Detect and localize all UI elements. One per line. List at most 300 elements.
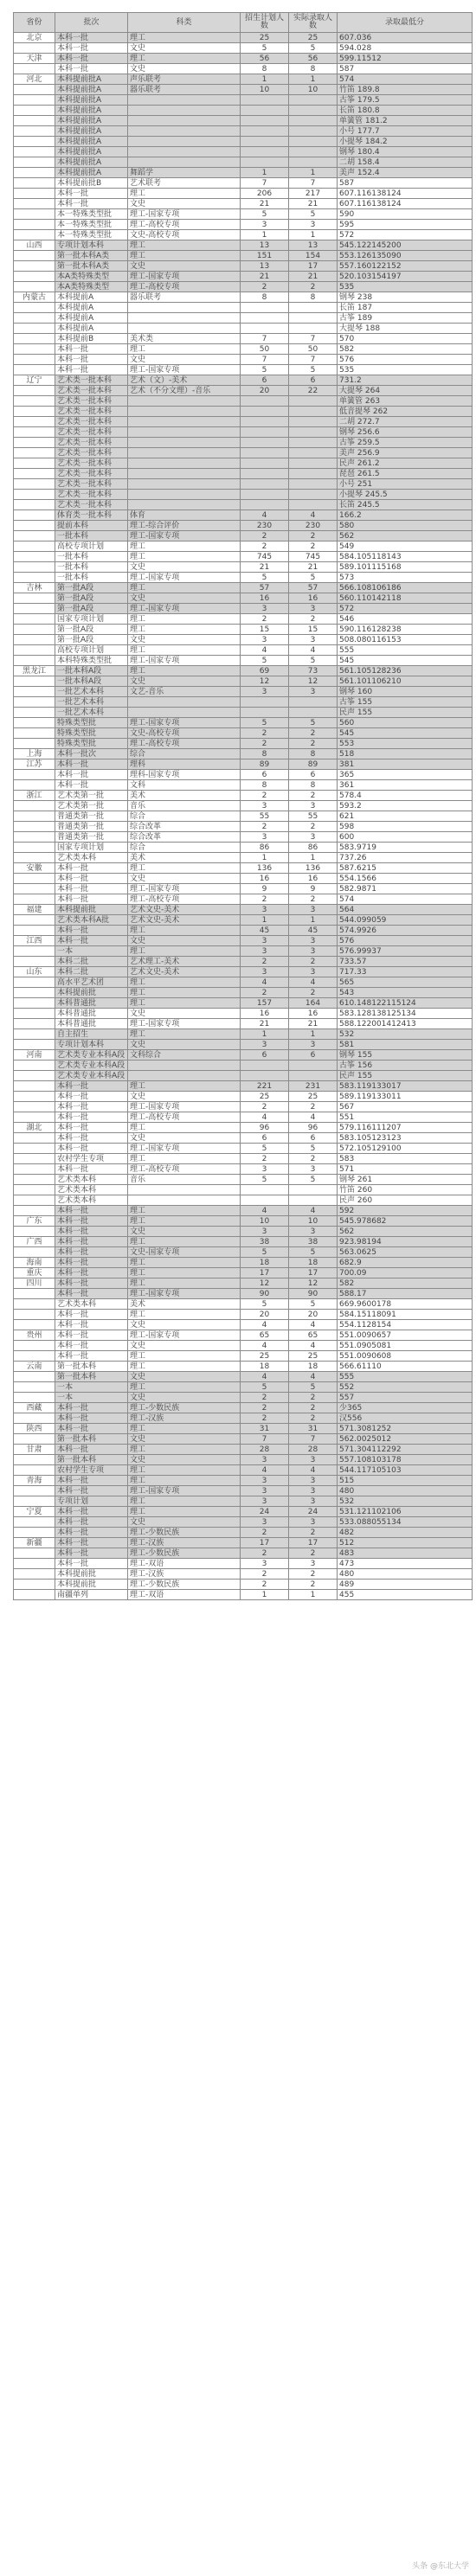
province-cell: 河北 <box>14 74 55 85</box>
category-cell: 理工 <box>128 666 241 676</box>
table-row <box>14 1009 473 1019</box>
table-row <box>14 583 473 593</box>
min-score-cell: 小提琴 245.5 <box>338 490 473 500</box>
table-row <box>14 168 473 178</box>
plan-cell: 1 <box>241 168 289 178</box>
admitted-cell: 55 <box>289 811 338 822</box>
admitted-cell <box>289 500 338 510</box>
table-row <box>14 43 473 54</box>
plan-cell: 4 <box>241 1320 289 1330</box>
admitted-cell <box>289 469 338 479</box>
batch-cell: 本科特殊类型批 <box>55 656 128 666</box>
admitted-cell <box>289 147 338 157</box>
min-score-cell: 923.98194 <box>338 1237 473 1247</box>
min-score-cell: 小号 177.7 <box>338 126 473 137</box>
province-cell <box>14 697 55 708</box>
admitted-cell: 1 <box>289 168 338 178</box>
min-score-cell: 554.1566 <box>338 874 473 884</box>
admitted-cell: 231 <box>289 1081 338 1092</box>
plan-cell <box>241 479 289 490</box>
province-cell <box>14 178 55 189</box>
province-cell <box>14 230 55 240</box>
province-cell <box>14 344 55 355</box>
province-cell <box>14 1206 55 1216</box>
province-cell <box>14 946 55 957</box>
admitted-cell: 4 <box>289 510 338 521</box>
min-score-cell: 587 <box>338 64 473 74</box>
table-row <box>14 344 473 355</box>
table-row <box>14 365 473 375</box>
batch-cell: 艺术类一批本科 <box>55 386 128 396</box>
min-score-cell: 607.036 <box>338 33 473 43</box>
min-score-cell: 483 <box>338 1548 473 1559</box>
batch-cell: 高水平艺术团 <box>55 977 128 988</box>
admitted-cell <box>289 324 338 334</box>
table-row <box>14 1081 473 1092</box>
admitted-cell: 4 <box>289 1372 338 1382</box>
table-row <box>14 1112 473 1123</box>
category-cell: 理工-国家专项 <box>128 656 241 666</box>
batch-cell: 本科提前B <box>55 334 128 344</box>
category-cell: 理工 <box>128 1278 241 1289</box>
plan-cell: 2 <box>241 728 289 739</box>
category-cell: 器乐联考 <box>128 85 241 95</box>
batch-cell: 本科一批 <box>55 1237 128 1247</box>
plan-cell: 2 <box>241 541 289 552</box>
province-cell: 上海 <box>14 749 55 759</box>
batch-cell: 本科普通批 <box>55 1019 128 1029</box>
category-cell: 理工 <box>128 33 241 43</box>
table-row <box>14 1528 473 1538</box>
admitted-cell: 22 <box>289 386 338 396</box>
table-row <box>14 573 473 583</box>
plan-cell: 230 <box>241 521 289 531</box>
min-score-cell: 583.105123123 <box>338 1133 473 1144</box>
province-cell <box>14 645 55 656</box>
min-score-cell: 610.148122115124 <box>338 998 473 1009</box>
min-score-cell: 555 <box>338 1372 473 1382</box>
plan-cell <box>241 147 289 157</box>
min-score-cell: 381 <box>338 759 473 770</box>
category-cell: 理工-双语 <box>128 1559 241 1569</box>
admitted-cell: 8 <box>289 292 338 303</box>
batch-cell: 艺术类一批本科 <box>55 396 128 407</box>
province-cell <box>14 126 55 137</box>
plan-cell: 157 <box>241 998 289 1009</box>
plan-cell: 4 <box>241 1465 289 1476</box>
category-cell: 理工 <box>128 645 241 656</box>
table-row <box>14 967 473 977</box>
batch-cell: 本科一批 <box>55 1206 128 1216</box>
table-row <box>14 1299 473 1310</box>
table-row <box>14 1133 473 1144</box>
admitted-cell: 5 <box>289 718 338 728</box>
province-cell <box>14 811 55 822</box>
batch-cell: 本科提前批A <box>55 95 128 106</box>
category-cell: 理工-国家专项 <box>128 718 241 728</box>
table-row <box>14 1185 473 1195</box>
batch-cell: 一批本科 <box>55 573 128 583</box>
province-cell <box>14 1299 55 1310</box>
province-cell <box>14 625 55 635</box>
category-cell <box>128 95 241 106</box>
plan-cell <box>241 396 289 407</box>
province-cell <box>14 479 55 490</box>
admitted-cell: 3 <box>289 1227 338 1237</box>
min-score-cell: 621 <box>338 811 473 822</box>
admitted-cell: 5 <box>289 1144 338 1154</box>
table-row <box>14 178 473 189</box>
batch-cell: 本科提前A <box>55 313 128 324</box>
admitted-cell <box>289 417 338 427</box>
table-row <box>14 977 473 988</box>
admitted-cell <box>289 458 338 469</box>
min-score-cell: 545 <box>338 656 473 666</box>
batch-cell: 本科一批 <box>55 863 128 874</box>
category-cell: 理工 <box>128 614 241 625</box>
plan-cell <box>241 697 289 708</box>
min-score-cell: 572.105129100 <box>338 1144 473 1154</box>
header-row <box>14 13 473 33</box>
province-cell <box>14 1071 55 1081</box>
admitted-cell: 2 <box>289 282 338 292</box>
category-cell: 理工 <box>128 1154 241 1164</box>
admitted-cell: 5 <box>289 1175 338 1185</box>
plan-cell: 6 <box>241 1050 289 1061</box>
category-cell: 美术 <box>128 853 241 863</box>
min-score-cell: 557.108103178 <box>338 1455 473 1465</box>
table-row <box>14 863 473 874</box>
batch-cell: 本科提前批 <box>55 988 128 998</box>
batch-cell: 第一批A段 <box>55 593 128 604</box>
batch-cell: 专项计划本科 <box>55 1040 128 1050</box>
admitted-cell: 6 <box>289 1050 338 1061</box>
admitted-cell <box>289 427 338 438</box>
category-cell: 文史 <box>128 676 241 687</box>
batch-cell: 本科一批 <box>55 344 128 355</box>
batch-cell: 本科二批 <box>55 957 128 967</box>
category-cell: 综合 <box>128 811 241 822</box>
batch-cell: 本科提前批A <box>55 74 128 85</box>
table-row <box>14 1216 473 1227</box>
admitted-cell: 3 <box>289 946 338 957</box>
admitted-cell: 230 <box>289 521 338 531</box>
min-score-cell: 美声 152.4 <box>338 168 473 178</box>
plan-cell: 2 <box>241 791 289 801</box>
plan-cell: 5 <box>241 1144 289 1154</box>
min-score-cell: 564 <box>338 905 473 915</box>
province-cell: 广西 <box>14 1237 55 1247</box>
batch-cell: 本科一批 <box>55 1507 128 1517</box>
admitted-cell: 3 <box>289 1517 338 1528</box>
batch-cell: 农村学生专项 <box>55 1154 128 1164</box>
batch-cell: 一本 <box>55 1393 128 1403</box>
province-cell <box>14 1590 55 1600</box>
table-row <box>14 843 473 853</box>
province-cell <box>14 1569 55 1580</box>
province-cell <box>14 1175 55 1185</box>
plan-cell <box>241 95 289 106</box>
batch-cell: 本科提前批A <box>55 147 128 157</box>
plan-cell: 1 <box>241 915 289 926</box>
plan-cell: 2 <box>241 1154 289 1164</box>
province-cell <box>14 573 55 583</box>
admitted-cell: 6 <box>289 770 338 780</box>
province-cell <box>14 189 55 199</box>
category-cell <box>128 417 241 427</box>
category-cell: 文史 <box>128 936 241 946</box>
category-cell: 理工 <box>128 251 241 261</box>
admitted-cell: 1 <box>289 1029 338 1040</box>
category-cell <box>128 1071 241 1081</box>
batch-cell: 本科一批 <box>55 1528 128 1538</box>
admitted-cell <box>289 157 338 168</box>
province-cell: 内蒙古 <box>14 292 55 303</box>
province-cell: 广东 <box>14 1216 55 1227</box>
min-score-cell: 480 <box>338 1486 473 1496</box>
table-row <box>14 33 473 43</box>
table-row <box>14 500 473 510</box>
admitted-cell: 5 <box>289 1247 338 1258</box>
province-cell <box>14 251 55 261</box>
plan-cell <box>241 427 289 438</box>
min-score-cell: 578.4 <box>338 791 473 801</box>
header-plan: 招生计划人数 <box>241 13 289 33</box>
table-row <box>14 780 473 791</box>
province-cell <box>14 1310 55 1320</box>
table-row <box>14 894 473 905</box>
province-cell <box>14 998 55 1009</box>
province-cell <box>14 687 55 697</box>
plan-cell: 1 <box>241 1029 289 1040</box>
admitted-cell: 2 <box>289 541 338 552</box>
province-cell <box>14 1289 55 1299</box>
plan-cell: 65 <box>241 1330 289 1341</box>
min-score-cell: 535 <box>338 282 473 292</box>
plan-cell: 206 <box>241 189 289 199</box>
province-cell: 福建 <box>14 905 55 915</box>
min-score-cell: 551 <box>338 1112 473 1123</box>
min-score-cell: 555 <box>338 645 473 656</box>
table-row <box>14 1393 473 1403</box>
province-cell <box>14 1455 55 1465</box>
admitted-cell: 65 <box>289 1330 338 1341</box>
admitted-cell: 56 <box>289 54 338 64</box>
category-cell <box>128 147 241 157</box>
admitted-cell: 2 <box>289 1393 338 1403</box>
table-row <box>14 1061 473 1071</box>
plan-cell: 5 <box>241 1247 289 1258</box>
plan-cell: 13 <box>241 240 289 251</box>
min-score-cell: 553.126135090 <box>338 251 473 261</box>
table-row <box>14 396 473 407</box>
province-cell <box>14 988 55 998</box>
table-row <box>14 1195 473 1206</box>
table-row <box>14 801 473 811</box>
batch-cell: 农村学生专项 <box>55 1465 128 1476</box>
province-cell <box>14 303 55 313</box>
plan-cell: 3 <box>241 946 289 957</box>
min-score-cell: 大提琴 188 <box>338 324 473 334</box>
table-row <box>14 292 473 303</box>
category-cell <box>128 1185 241 1195</box>
plan-cell: 21 <box>241 562 289 573</box>
batch-cell: 本科一批 <box>55 1258 128 1268</box>
plan-cell <box>241 324 289 334</box>
min-score-cell: 561.105128236 <box>338 666 473 676</box>
admitted-cell: 1 <box>289 74 338 85</box>
min-score-cell: 361 <box>338 780 473 791</box>
batch-cell: 本科提前批 <box>55 1569 128 1580</box>
province-cell <box>14 1164 55 1175</box>
province-cell <box>14 1029 55 1040</box>
admitted-cell: 2 <box>289 728 338 739</box>
table-row <box>14 272 473 282</box>
category-cell <box>128 438 241 448</box>
batch-cell: 本科一批 <box>55 33 128 43</box>
admitted-cell: 16 <box>289 593 338 604</box>
batch-cell: 一批本科A段 <box>55 666 128 676</box>
category-cell: 理科 <box>128 759 241 770</box>
plan-cell <box>241 448 289 458</box>
plan-cell: 2 <box>241 739 289 749</box>
plan-cell: 18 <box>241 1362 289 1372</box>
batch-cell: 艺术类一批本科 <box>55 407 128 417</box>
province-cell <box>14 116 55 126</box>
plan-cell: 5 <box>241 573 289 583</box>
batch-cell: 本科一批 <box>55 1548 128 1559</box>
plan-cell: 1 <box>241 230 289 240</box>
batch-cell: 一批艺术本科 <box>55 687 128 697</box>
category-cell: 理工-国家专项 <box>128 1330 241 1341</box>
category-cell: 文史 <box>128 874 241 884</box>
plan-cell: 8 <box>241 64 289 74</box>
province-cell <box>14 168 55 178</box>
min-score-cell: 589.101115168 <box>338 562 473 573</box>
plan-cell: 10 <box>241 85 289 95</box>
table-row <box>14 593 473 604</box>
category-cell: 理工 <box>128 1362 241 1372</box>
plan-cell <box>241 1061 289 1071</box>
category-cell: 理工-国家专项 <box>128 531 241 541</box>
batch-cell: 本科一批 <box>55 874 128 884</box>
province-cell <box>14 562 55 573</box>
admitted-cell: 12 <box>289 676 338 687</box>
min-score-cell: 560.110142118 <box>338 593 473 604</box>
plan-cell: 2 <box>241 1403 289 1413</box>
watermark: 头条 @东北大学 <box>412 2562 469 2571</box>
batch-cell: 本科二批 <box>55 967 128 977</box>
batch-cell: 本科一批 <box>55 926 128 936</box>
batch-cell: 艺术类一批本科 <box>55 427 128 438</box>
province-cell <box>14 85 55 95</box>
province-cell <box>14 822 55 832</box>
table-row <box>14 209 473 220</box>
batch-cell: 特殊类型批 <box>55 739 128 749</box>
province-cell <box>14 739 55 749</box>
category-cell: 艺术文史-美术 <box>128 915 241 926</box>
min-score-cell: 607.116138124 <box>338 189 473 199</box>
category-cell <box>128 697 241 708</box>
admitted-cell: 2 <box>289 531 338 541</box>
min-score-cell: 551.0090657 <box>338 1330 473 1341</box>
table-row <box>14 1517 473 1528</box>
province-cell: 天津 <box>14 54 55 64</box>
batch-cell: 自主招生 <box>55 1029 128 1040</box>
admitted-cell: 3 <box>289 905 338 915</box>
category-cell: 理工-汉族 <box>128 1413 241 1424</box>
admitted-cell: 5 <box>289 43 338 54</box>
province-cell <box>14 1092 55 1102</box>
category-cell: 理工 <box>128 1123 241 1133</box>
batch-cell: 本科一批 <box>55 1227 128 1237</box>
plan-cell: 3 <box>241 1517 289 1528</box>
batch-cell: 一本 <box>55 1382 128 1393</box>
table-row <box>14 1476 473 1486</box>
province-cell <box>14 282 55 292</box>
category-cell <box>128 490 241 500</box>
admitted-cell <box>289 126 338 137</box>
table-row <box>14 324 473 334</box>
table-row <box>14 604 473 614</box>
admitted-cell: 2 <box>289 957 338 967</box>
admitted-cell: 3 <box>289 1559 338 1569</box>
table-row <box>14 230 473 240</box>
admitted-cell: 3 <box>289 801 338 811</box>
table-row <box>14 1455 473 1465</box>
province-cell <box>14 770 55 780</box>
min-score-cell: 590.116128238 <box>338 625 473 635</box>
admitted-cell: 745 <box>289 552 338 562</box>
batch-cell: 艺术类专业本科A段 <box>55 1071 128 1081</box>
min-score-cell: 古筝 156 <box>338 1061 473 1071</box>
min-score-cell: 竹笛 189.8 <box>338 85 473 95</box>
admitted-cell <box>289 448 338 458</box>
province-cell <box>14 1486 55 1496</box>
plan-cell: 3 <box>241 1164 289 1175</box>
province-cell <box>14 417 55 427</box>
category-cell: 理工 <box>128 189 241 199</box>
table-row <box>14 199 473 209</box>
batch-cell: 一批本科A段 <box>55 676 128 687</box>
batch-cell: 本科一批 <box>55 1559 128 1569</box>
batch-cell: 本科提前A <box>55 324 128 334</box>
province-cell <box>14 957 55 967</box>
category-cell: 文史 <box>128 1341 241 1351</box>
table-row <box>14 147 473 157</box>
plan-cell <box>241 116 289 126</box>
admitted-cell: 4 <box>289 1320 338 1330</box>
category-cell: 文史 <box>128 199 241 209</box>
category-cell: 理工-高校专项 <box>128 220 241 230</box>
table-row <box>14 635 473 645</box>
province-cell <box>14 656 55 666</box>
admitted-cell: 7 <box>289 178 338 189</box>
batch-cell: 本科一批 <box>55 1102 128 1112</box>
batch-cell: 艺术类一批本科 <box>55 448 128 458</box>
category-cell: 理工-国家专项 <box>128 604 241 614</box>
plan-cell <box>241 1195 289 1206</box>
batch-cell: 本A类特殊类型 <box>55 282 128 292</box>
plan-cell: 3 <box>241 1486 289 1496</box>
min-score-cell: 572 <box>338 604 473 614</box>
province-cell <box>14 728 55 739</box>
min-score-cell: 571.3081252 <box>338 1424 473 1434</box>
min-score-cell: 520.103154197 <box>338 272 473 282</box>
province-cell <box>14 1133 55 1144</box>
category-cell: 理工 <box>128 1237 241 1247</box>
table-row <box>14 261 473 272</box>
